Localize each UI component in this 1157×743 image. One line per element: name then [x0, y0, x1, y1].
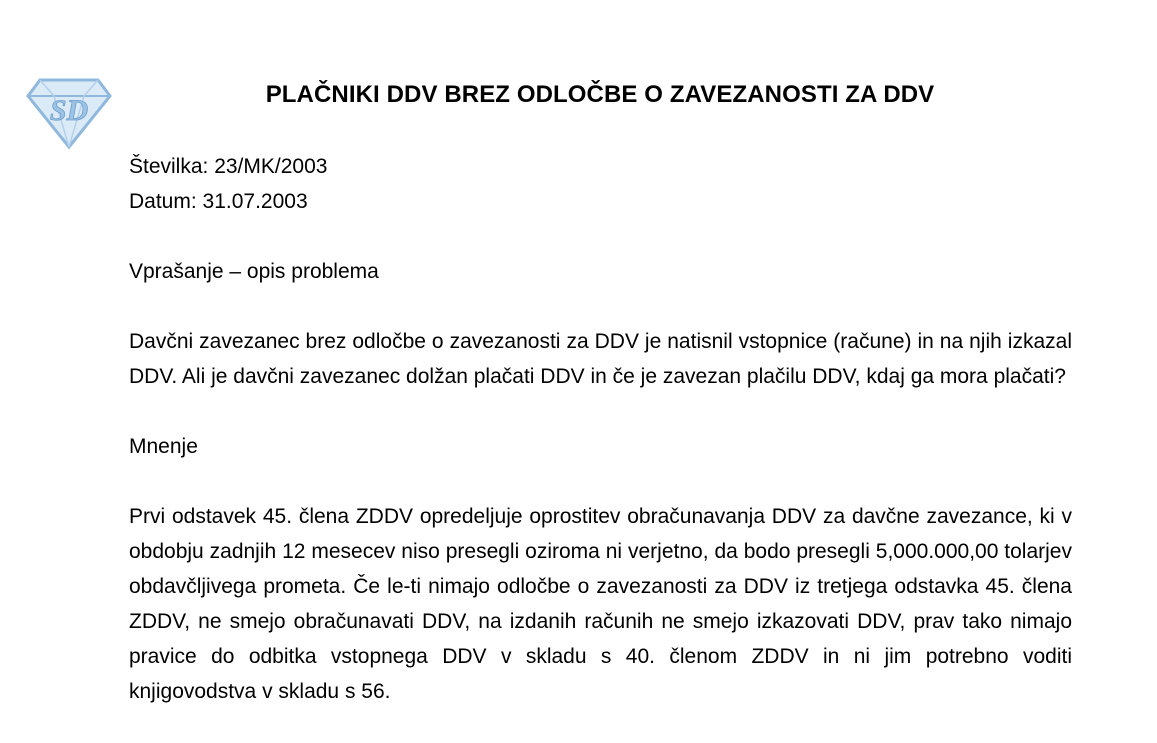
- opinion-paragraph: Prvi odstavek 45. člena ZDDV opredeljuje oprostitev obračunavanja DDV za davčne zavezance, ki v obdobju zadnjih 12 mesecev niso presegli oziroma ni verjetno, da bodo presegli 5,000.000,00 tolarjev obdavčljivega prometa. Če le-ti nimajo odločbe o zavezanosti za DDV iz tretjega odstavka 45. člena ZDDV, ne smejo obračunavati DDV, na izdanih računih ne smejo izkazovati DDV, prav tako nimajo pravice do odbitka vstopnega DDV v skladu s 40. členom ZDDV in ni jim potrebno voditi knjigovodstva v skladu s 56.: [129, 505, 1072, 703]
- question-paragraph: Davčni zavezanec brez odločbe o zavezanosti za DDV je natisnil vstopnice (račune) in na njih izkazal DDV. Ali je davčni zavezanec dolžan plačati DDV in če je zavezan plačilu DDV, kdaj ga mora plačati?: [129, 330, 1072, 388]
- svg-text:SD: SD: [49, 94, 89, 127]
- document-number: Številka: 23/MK/2003: [129, 155, 328, 178]
- document-date: Datum: 31.07.2003: [129, 190, 308, 213]
- document-body: [129, 149, 1072, 709]
- question-heading: Vprašanje – opis problema: [129, 260, 379, 283]
- opinion-heading: Mnenje: [129, 435, 198, 458]
- document-title: PLAČNIKI DDV BREZ ODLOČBE O ZAVEZANOSTI ZA DDV: [265, 81, 935, 108]
